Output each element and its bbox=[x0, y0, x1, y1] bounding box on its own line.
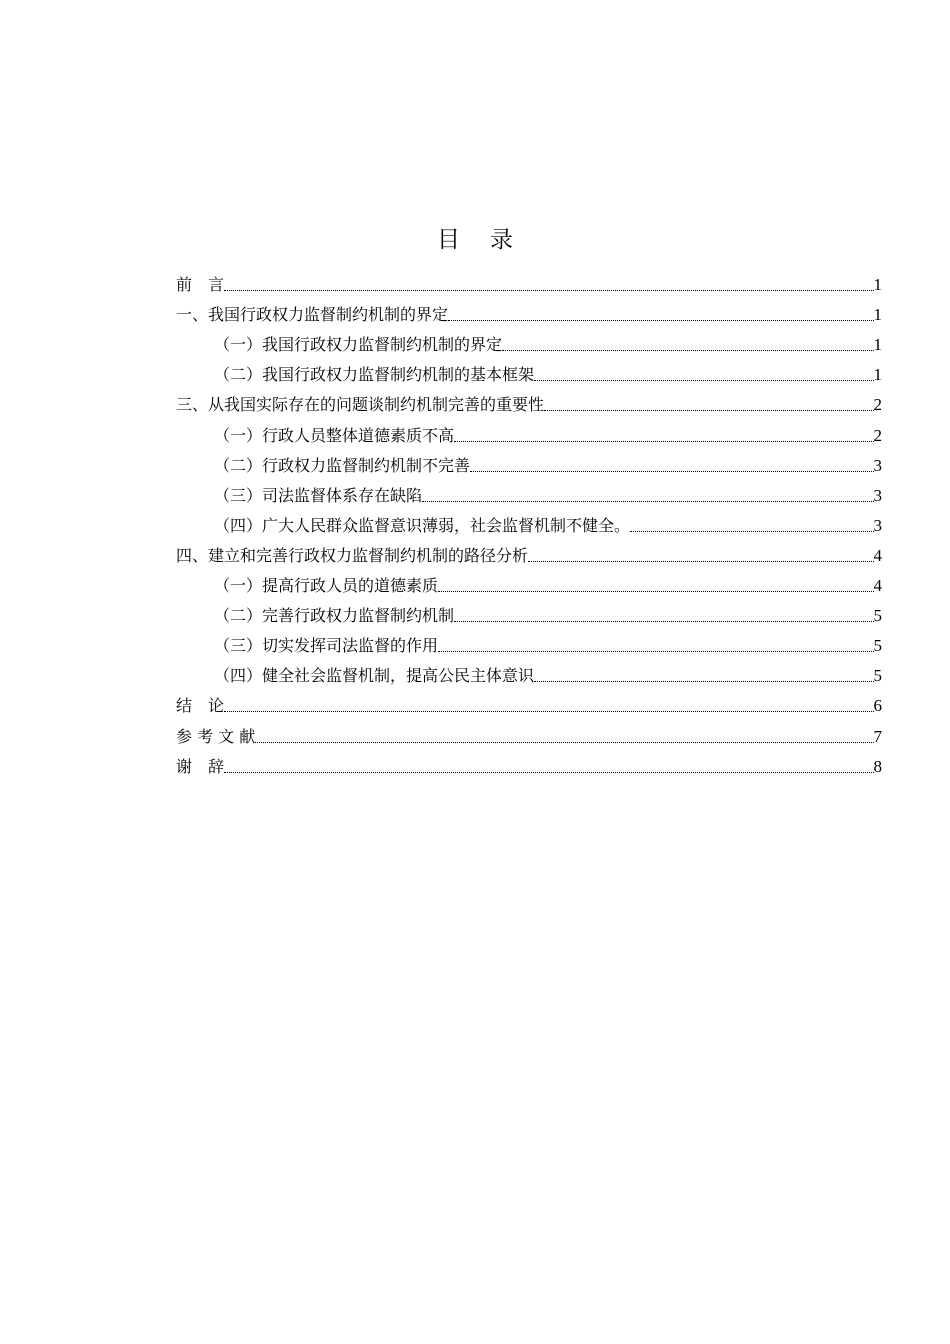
toc-dot-leader bbox=[454, 441, 873, 442]
toc-entry-title: （一）我国行政权力监督制约机制的界定 bbox=[214, 335, 503, 355]
toc-entry[interactable] bbox=[176, 300, 882, 330]
toc-entry[interactable] bbox=[176, 691, 882, 721]
toc-entry[interactable] bbox=[176, 541, 882, 571]
toc-entry-title: 四、建立和完善行政权力监督制约机制的路径分析 bbox=[176, 545, 529, 565]
toc-entry-title: 谢 辞 bbox=[176, 756, 225, 776]
toc-dot-leader bbox=[528, 561, 873, 562]
toc-entry[interactable] bbox=[176, 330, 882, 360]
toc-entry-title: 结 论 bbox=[176, 696, 225, 716]
toc-entry[interactable] bbox=[176, 451, 882, 481]
toc-entry[interactable] bbox=[176, 420, 882, 450]
toc-entry[interactable] bbox=[176, 270, 882, 300]
toc-entry-title: （四）广大人民群众监督意识薄弱，社会监督机制不健全。 bbox=[214, 515, 631, 535]
toc-entry[interactable] bbox=[176, 631, 882, 661]
toc-entry-title: （一）提高行政人员的道德素质 bbox=[214, 576, 439, 596]
toc-dot-leader bbox=[438, 651, 873, 652]
toc-entry-title: （四）健全社会监督机制，提高公民主体意识 bbox=[214, 666, 535, 686]
toc-page-number: 1 bbox=[873, 335, 882, 355]
toc-entry-title: 参 考 文 献 bbox=[176, 726, 256, 746]
toc-entry-title: （二）行政权力监督制约机制不完善 bbox=[214, 455, 471, 475]
toc-page-number: 4 bbox=[873, 576, 882, 596]
toc-dot-leader bbox=[454, 621, 873, 622]
toc-page-number: 6 bbox=[873, 696, 882, 716]
toc-dot-leader bbox=[534, 380, 873, 381]
toc-dot-leader bbox=[224, 772, 873, 773]
toc-page-number: 3 bbox=[873, 485, 882, 505]
toc-heading-char: 录 bbox=[490, 227, 513, 253]
toc-entry[interactable] bbox=[176, 601, 882, 631]
toc-page-number: 1 bbox=[873, 275, 882, 295]
toc-page-number: 8 bbox=[873, 756, 882, 776]
toc-entry[interactable] bbox=[176, 721, 882, 751]
toc-heading-char: 目 bbox=[437, 227, 460, 253]
toc-page-number: 7 bbox=[873, 726, 882, 746]
toc-entry-title: （三）切实发挥司法监督的作用 bbox=[214, 636, 439, 656]
toc-dot-leader bbox=[448, 320, 873, 321]
toc-dot-leader bbox=[255, 742, 873, 743]
toc-dot-leader bbox=[470, 471, 873, 472]
toc-entry[interactable] bbox=[176, 571, 882, 601]
toc-dot-leader bbox=[224, 711, 873, 712]
toc-page-number: 2 bbox=[873, 425, 882, 445]
toc-entry[interactable] bbox=[176, 360, 882, 390]
toc-dot-leader bbox=[438, 591, 873, 592]
toc-entry-title: （三）司法监督体系存在缺陷 bbox=[214, 485, 423, 505]
toc-entry-title: 一、我国行政权力监督制约机制的界定 bbox=[176, 305, 449, 325]
toc-entry[interactable] bbox=[176, 752, 882, 782]
toc-dot-leader bbox=[502, 350, 873, 351]
toc-page-number: 3 bbox=[873, 515, 882, 535]
toc-entry-title: （二）完善行政权力监督制约机制 bbox=[214, 606, 455, 626]
toc-page-number: 5 bbox=[873, 606, 882, 626]
toc-dot-leader bbox=[534, 681, 873, 682]
toc-entry[interactable] bbox=[176, 390, 882, 420]
toc-entry[interactable] bbox=[176, 661, 882, 691]
toc-page-number: 2 bbox=[873, 395, 882, 415]
toc-dot-leader bbox=[544, 410, 873, 411]
toc-page-number: 1 bbox=[873, 305, 882, 325]
toc-entry-title: 三、从我国实际存在的问题谈制约机制完善的重要性 bbox=[176, 395, 545, 415]
toc-entry[interactable] bbox=[176, 481, 882, 511]
toc-entry[interactable] bbox=[176, 511, 882, 541]
toc-page-number: 1 bbox=[873, 365, 882, 385]
table-of-contents bbox=[176, 270, 882, 782]
toc-page-number: 5 bbox=[873, 666, 882, 686]
toc-entry-title: （二）我国行政权力监督制约机制的基本框架 bbox=[214, 365, 535, 385]
toc-entry-title: 前 言 bbox=[176, 275, 225, 295]
toc-dot-leader bbox=[630, 531, 873, 532]
toc-page-number: 5 bbox=[873, 636, 882, 656]
toc-heading bbox=[0, 222, 950, 258]
toc-dot-leader bbox=[224, 290, 873, 291]
toc-entry-title: （一）行政人员整体道德素质不高 bbox=[214, 425, 455, 445]
toc-dot-leader bbox=[422, 501, 873, 502]
toc-page-number: 3 bbox=[873, 455, 882, 475]
toc-page-number: 4 bbox=[873, 545, 882, 565]
